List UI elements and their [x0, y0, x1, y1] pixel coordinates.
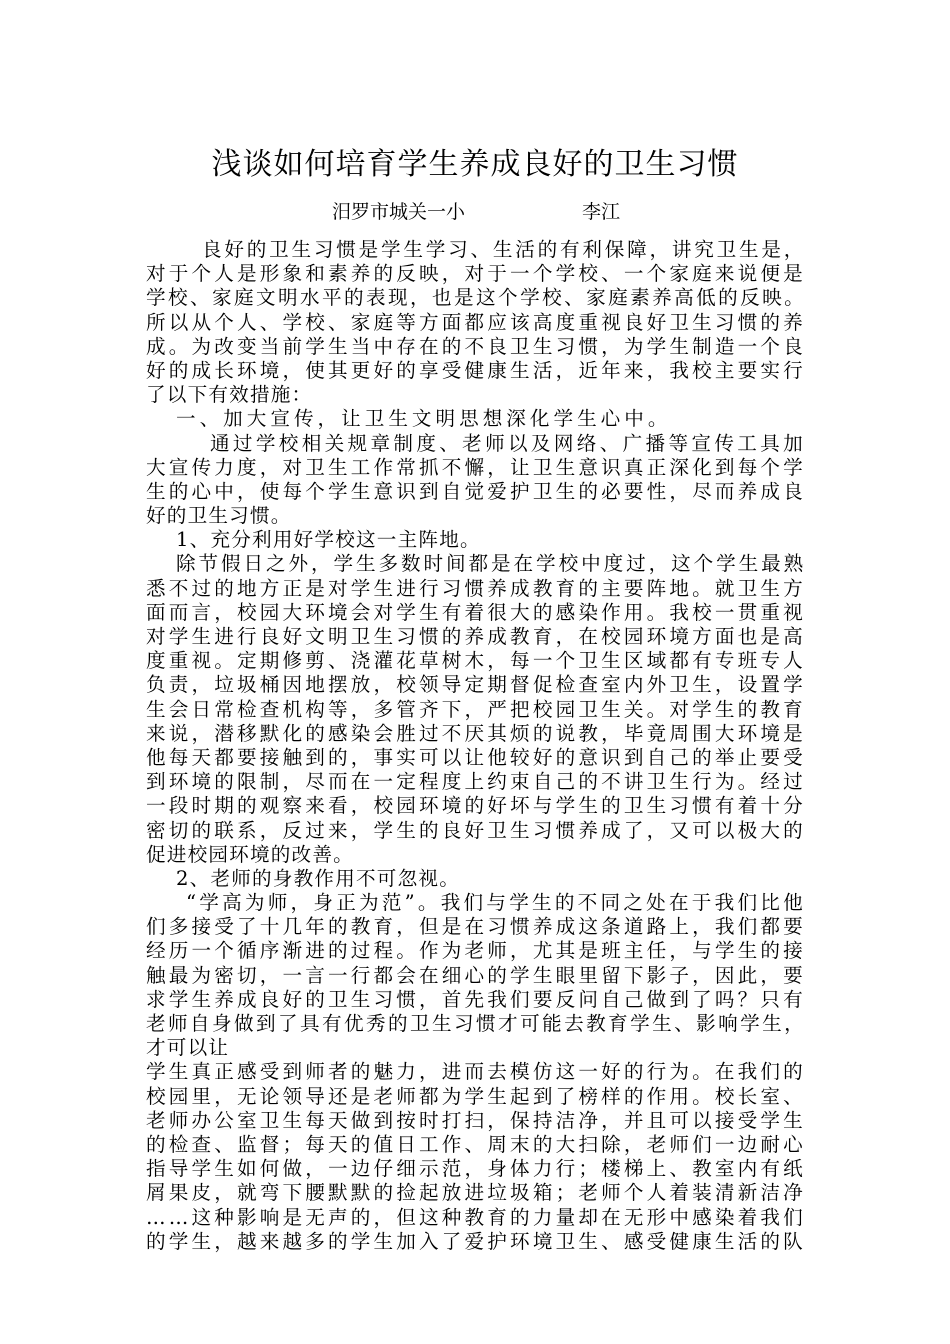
body-line: ……这种影响是无声的，但这种教育的力量却在无形中感染着我们 — [146, 1205, 806, 1229]
body-line: 除节假日之外，学生多数时间都是在学校中度过，这个学生最熟 — [176, 552, 807, 576]
body-line: 1、充分利用好学校这一主阵地。 — [176, 528, 481, 552]
article-body — [146, 238, 806, 1254]
body-line: 悉不过的地方正是对学生进行习惯养成教育的主要阵地。就卫生方 — [146, 576, 806, 600]
body-line: 好的卫生习惯。 — [146, 504, 292, 528]
body-line: 经历一个循序渐进的过程。作为老师，尤其是班主任，与学生的接 — [146, 939, 806, 963]
body-line: 生的心中，使每个学生意识到自觉爱护卫生的必要性，尽而养成良 — [146, 479, 806, 503]
author-name: 李江 — [582, 201, 621, 223]
body-line: 密切的联系，反过来，学生的良好卫生习惯养成了，又可以极大的 — [146, 818, 806, 842]
body-line: 他每天都要接触到的，事实可以让他较好的意识到自己的举止要受 — [146, 745, 806, 769]
body-line: 面而言，校园大环境会对学生有着很大的感染作用。我校一贯重视 — [146, 600, 806, 624]
document-title: 浅谈如何培育学生养成良好的卫生习惯 — [211, 147, 739, 182]
body-line: 校园里，无论领导还是老师都为学生起到了榜样的作用。校长室、 — [146, 1084, 806, 1108]
body-line: 求学生养成良好的卫生习惯，首先我们要反问自己做到了吗？只有 — [146, 987, 806, 1011]
body-line: 老师办公室卫生每天做到按时打扫，保持洁净，并且可以接受学生 — [146, 1108, 806, 1132]
body-line: 通过学校相关规章制度、老师以及网络、广播等宣传工具加 — [210, 431, 807, 455]
body-line: 一段时期的观察来看，校园环境的好坏与学生的卫生习惯有着十分 — [146, 794, 806, 818]
body-line: 老师自身做到了具有优秀的卫生习惯才可能去教育学生、影响学生， — [146, 1012, 807, 1035]
body-line: 好的成长环境，使其更好的享受健康生活，近年来，我校主要实行 — [146, 358, 806, 382]
body-line: 良好的卫生习惯是学生学习、生活的有利保障，讲究卫生是， — [202, 238, 807, 261]
body-line: 2、老师的身教作用不可忽视。 — [176, 866, 460, 890]
body-line: 屑果皮，就弯下腰默默的捡起放进垃圾箱；老师个人着装清新洁净 — [146, 1181, 806, 1205]
body-line: 一、加大宣传，让卫生文明思想深化学生心中。 — [176, 407, 672, 431]
body-line: 所以从个人、学校、家庭等方面都应该高度重视良好卫生习惯的养 — [146, 310, 806, 334]
body-line: 来说，潜移默化的感染会胜过不厌其烦的说教，毕竟周围大环境是 — [146, 721, 806, 745]
author-school: 汨罗市城关一小 — [332, 201, 466, 223]
body-line: 们多接受了十几年的教育，但是在习惯养成这条道路上，我们都要 — [146, 915, 806, 939]
body-line: 学校、家庭文明水平的表现，也是这个学校、家庭素养高低的反映。 — [146, 286, 807, 310]
body-line: 大宣传力度，对卫生工作常抓不懈，让卫生意识真正深化到每个学 — [146, 455, 806, 479]
body-line: 到环境的限制，尽而在一定程度上约束自己的不讲卫生行为。经过 — [146, 770, 806, 794]
body-line: 学生真正感受到师者的魅力，进而去模仿这一好的行为。在我们的 — [146, 1060, 806, 1084]
body-line: “学高为师，身正为范”。我们与学生的不同之处在于我们比他 — [186, 891, 806, 915]
body-line: 度重视。定期修剪、浇灌花草树木，每一个卫生区域都有专班专人 — [146, 649, 806, 673]
body-line: 对于个人是形象和素养的反映，对于一个学校、一个家庭来说便是 — [146, 262, 806, 286]
body-line: 负责，垃圾桶因地摆放，校领导定期督促检查室内外卫生，设置学 — [146, 673, 806, 697]
body-line: 了以下有效措施： — [146, 383, 313, 407]
body-line: 的学生，越来越多的学生加入了爱护环境卫生、感受健康生活的队 — [146, 1229, 806, 1253]
body-line: 指导学生如何做，一边仔细示范，身体力行；楼梯上、教室内有纸 — [146, 1157, 806, 1181]
body-line: 才可以让 — [146, 1036, 230, 1060]
body-line: 成。为改变当前学生当中存在的不良卫生习惯，为学生制造一个良 — [146, 334, 806, 358]
body-line: 的检查、监督；每天的值日工作、周末的大扫除，老师们一边耐心 — [146, 1132, 806, 1156]
body-line: 生会日常检查机构等，多管齐下，严把校园卫生关。对学生的教育 — [146, 697, 806, 721]
body-line: 对学生进行良好文明卫生习惯的养成教育，在校园环境方面也是高 — [146, 625, 806, 648]
body-line: 触最为密切，一言一行都会在细心的学生眼里留下影子，因此，要 — [146, 963, 806, 987]
body-line: 促进校园环境的改善。 — [146, 842, 354, 866]
